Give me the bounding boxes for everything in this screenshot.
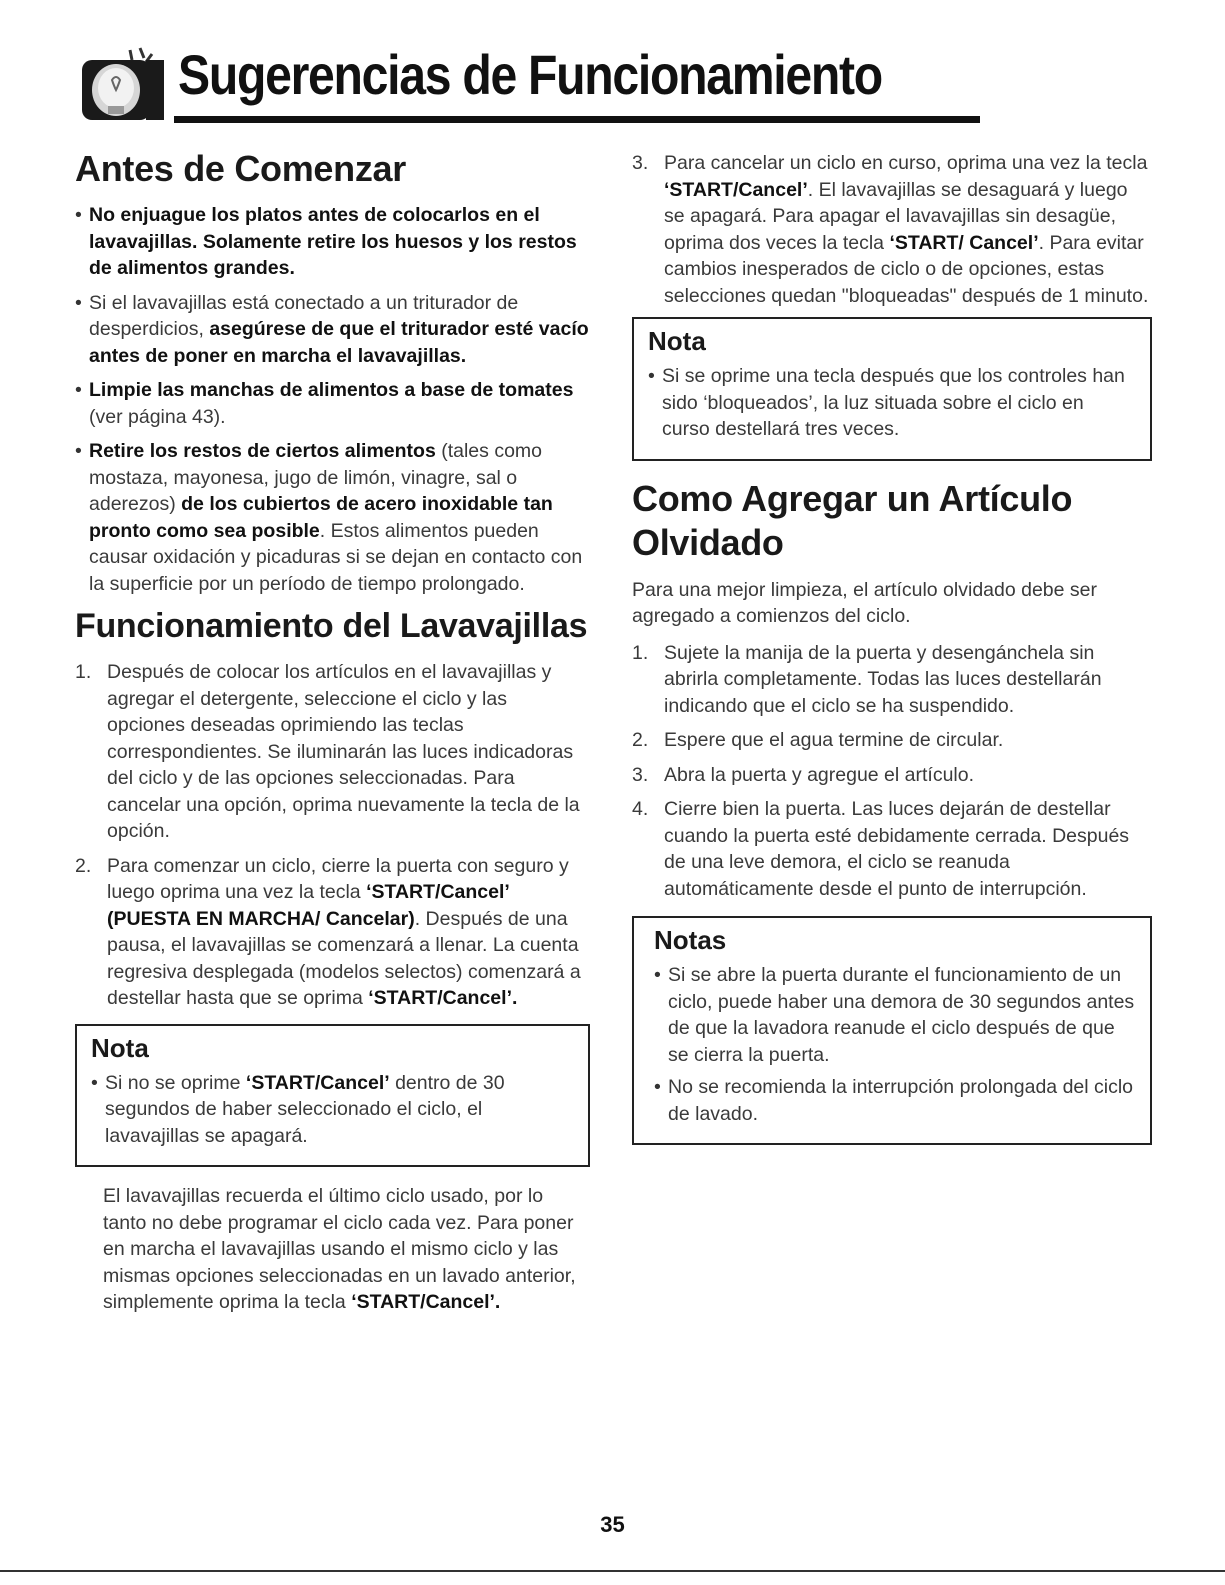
list-item: • Limpie las manchas de alimentos a base de tomates (ver página 43).: [75, 377, 590, 430]
list-item: • No se recomienda la interrupción prolongada del ciclo de lavado.: [654, 1074, 1136, 1127]
section-heading-funcionamiento: Funcionamiento del Lavavajillas: [75, 607, 588, 645]
page-header: [80, 40, 900, 124]
list-item: • Retire los restos de ciertos alimentos (tales como mostaza, mayonesa, jugo de limón, vinagre, sal o aderezos) de los cubiertos de acero inoxidable tan pronto como sea posible. Estos alimentos pueden causar oxidación y picaduras si se dejan en contacto con la superficie por un período de tiempo prolongado.: [75, 438, 590, 597]
agregar-steps: [632, 640, 1152, 903]
note-box: [632, 317, 1152, 461]
cancel-step: [632, 150, 1152, 309]
notes-title: Notas: [654, 925, 727, 955]
list-item: • Si el lavavajillas está conectado a un triturador de desperdicios, asegúrese de que el triturador esté vacío antes de poner en marcha el lavavajillas.: [75, 290, 590, 370]
notes-box: [632, 916, 1152, 1145]
section-heading-antes: Antes de Comenzar: [75, 148, 406, 189]
antes-list: [75, 202, 590, 597]
page-number: 35: [600, 1512, 625, 1537]
list-item: 2. Espere que el agua termine de circular.: [632, 729, 1004, 751]
list-item: • Si no se oprime ‘START/Cancel’ dentro de 30 segundos de haber seleccionado el ciclo, el lavavajillas se apagará.: [91, 1070, 574, 1150]
list-item: 2. Para comenzar un ciclo, cierre la puerta con seguro y luego oprima una vez la tecla ‘START/Cancel’ (PUESTA EN MARCHA/ Cancelar). Después de una pausa, el lavavajillas se comenzará a llenar. La cuenta regresiva desplegada (modelos selectos) comenzará a destellar hasta que se oprima ‘START/Cancel’.: [75, 854, 581, 1009]
list-item: 1. Sujete la manija de la puerta y desengánchela sin abrirla completamente. Todas las luces destellarán indicando que el ciclo se ha suspendido.: [632, 641, 1102, 717]
left-column: [75, 148, 590, 1316]
section-heading-agregar: Como Agregar un Artículo Olvidado: [632, 477, 1073, 563]
note-title: Nota: [91, 1032, 149, 1063]
list-item: 3. Para cancelar un ciclo en curso, oprima una vez la tecla ‘START/Cancel’. El lavavajillas se desaguará y luego se apagará. Para apagar el lavavajillas sin desagüe, oprima dos veces la tecla ‘START/ Cancel’. Para evitar cambios inesperados de ciclo o de opciones, estas selecciones quedan "bloqueadas" después de 1 minuto.: [632, 152, 1149, 307]
lightbulb-icon: [80, 46, 166, 122]
note-title: Nota: [648, 326, 706, 356]
list-item: 1. Después de colocar los artículos en el lavavajillas y agregar el detergente, seleccione el ciclo y las opciones deseadas oprimiendo las teclas correspondientes. Se iluminarán las luces indicadoras del ciclo y de las opciones seleccionadas. Para cancelar una opción, oprima nuevamente la tecla de la opción.: [75, 661, 580, 842]
note-box: [75, 1024, 590, 1168]
list-item: 3. Abra la puerta y agregue el artículo.: [632, 763, 975, 786]
bottom-rule: [0, 1570, 1225, 1572]
list-item: • Si se oprime una tecla después que los controles han sido ‘bloqueados’, la luz situada sobre el ciclo en curso destellará tres veces.: [648, 363, 1136, 443]
paragraph: El lavavajillas recuerda el último ciclo usado, por lo tanto no debe programar el ciclo cada vez. Para poner en marcha el lavavajillas usando el mismo ciclo y las mismas opciones seleccionadas en un lavado anterior, simplemente oprima la tecla ‘START/Cancel’.: [103, 1185, 576, 1313]
header-rule: [174, 116, 980, 123]
list-item: 4. Cierre bien la puerta. Las luces dejarán de destellar cuando la puerta esté debidamente cerrada. Después de una leve demora, el ciclo se reanuda automáticamente desde el punto de interrupción.: [632, 798, 1130, 900]
right-column: [632, 150, 1152, 1145]
funcionamiento-steps: [75, 659, 590, 1012]
agregar-intro: Para una mejor limpieza, el artículo olvidado debe ser agregado a comienzos del ciclo.: [632, 578, 1098, 627]
page-title: Sugerencias de Funcionamiento: [178, 43, 882, 106]
list-item: • No enjuague los platos antes de colocarlos en el lavavajillas. Solamente retire los huesos y los restos de alimentos grandes.: [75, 202, 590, 282]
list-item: • Si se abre la puerta durante el funcionamiento de un ciclo, puede haber una demora de 30 segundos antes de que la lavadora reanude el ciclo después de que se cierra la puerta.: [654, 962, 1136, 1068]
